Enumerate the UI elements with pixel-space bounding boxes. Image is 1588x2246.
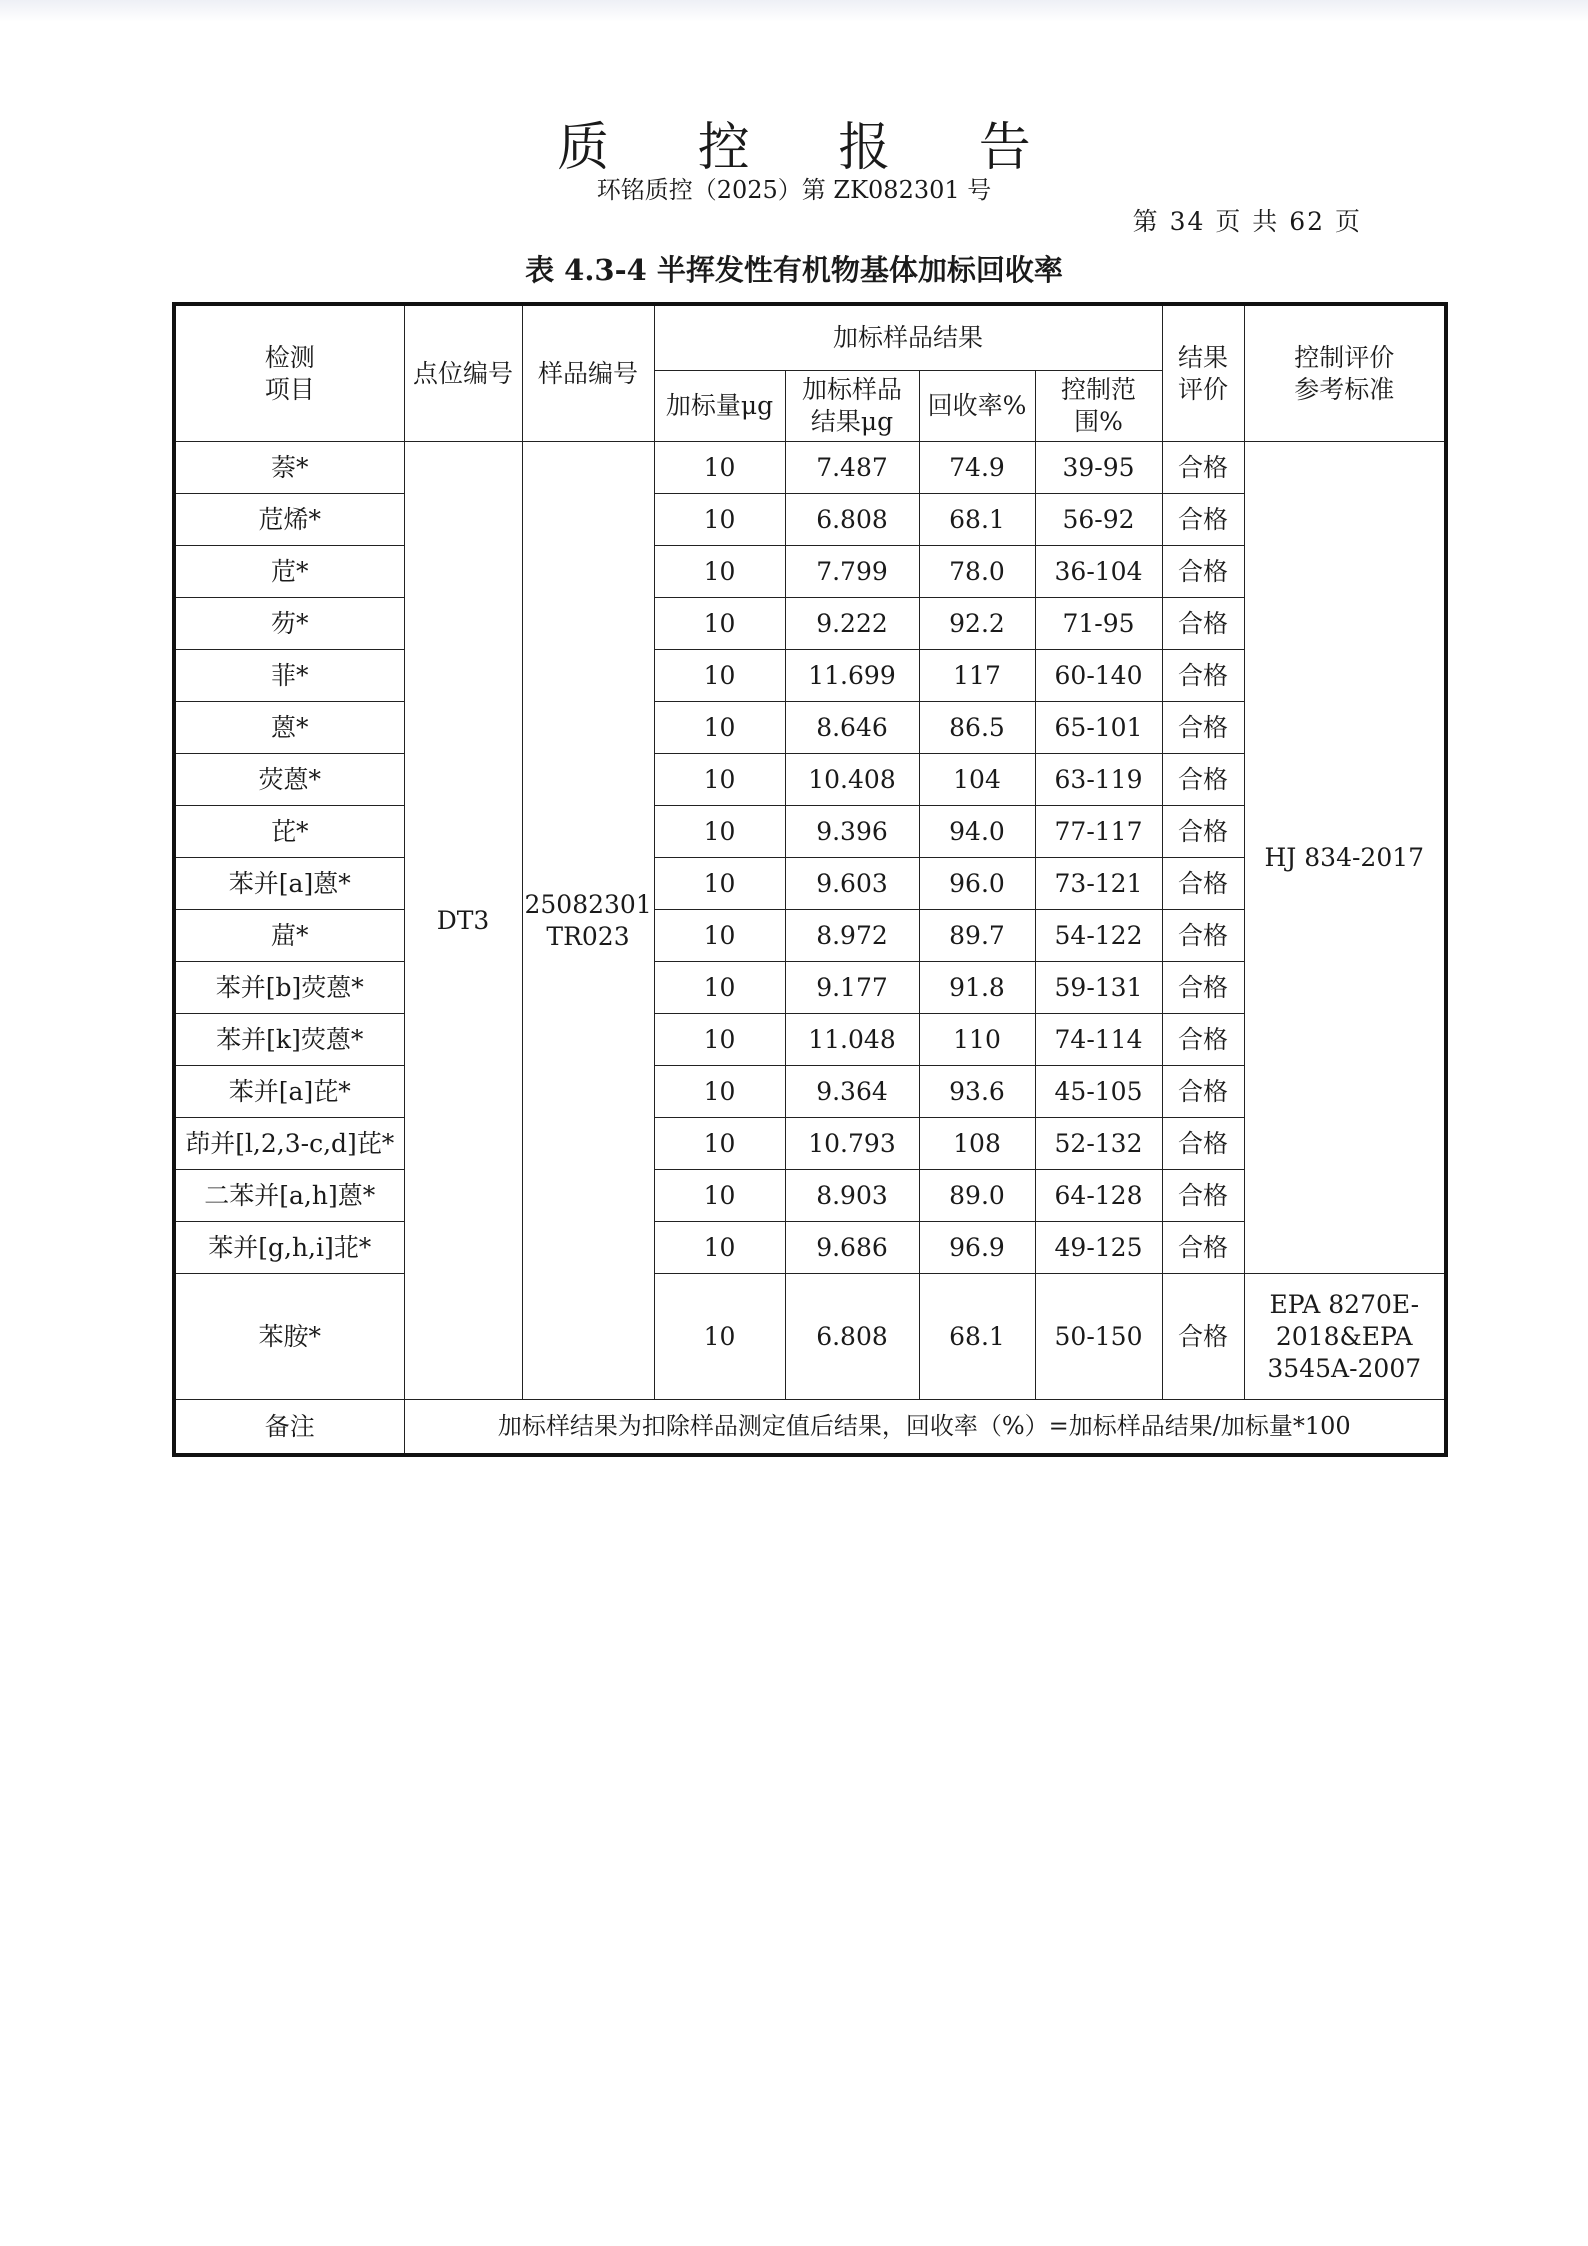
header-reference: 控制评价 参考标准 (1244, 304, 1446, 442)
cell-spike-result: 11.048 (785, 1014, 919, 1066)
cell-spike-result: 8.646 (785, 702, 919, 754)
cell-spike-amount: 10 (654, 1118, 785, 1170)
cell-evaluation: 合格 (1162, 806, 1244, 858)
cell-evaluation: 合格 (1162, 910, 1244, 962)
cell-item: 苊烯* (174, 494, 404, 546)
table-row (174, 1274, 1446, 1400)
cell-evaluation: 合格 (1162, 598, 1244, 650)
cell-spike-result: 8.903 (785, 1170, 919, 1222)
cell-evaluation: 合格 (1162, 1118, 1244, 1170)
doc-number: 环铭质控（2025）第 ZK082301 号 (596, 176, 992, 204)
cell-item: 萘* (174, 442, 404, 494)
cell-spike-amount: 10 (654, 1170, 785, 1222)
cell-evaluation: 合格 (1162, 1170, 1244, 1222)
cell-recovery: 108 (919, 1118, 1035, 1170)
cell-spike-amount: 10 (654, 1014, 785, 1066)
cell-recovery: 78.0 (919, 546, 1035, 598)
cell-recovery: 93.6 (919, 1066, 1035, 1118)
cell-recovery: 117 (919, 650, 1035, 702)
cell-sample-id: 25082301 TR023 (522, 442, 654, 1400)
cell-spike-result: 7.487 (785, 442, 919, 494)
cell-reference-standard-epa: EPA 8270E- 2018&EPA 3545A-2007 (1244, 1274, 1446, 1400)
cell-evaluation: 合格 (1162, 1066, 1244, 1118)
table-body (174, 442, 1446, 1456)
cell-spike-amount: 10 (654, 754, 785, 806)
cell-spike-amount: 10 (654, 442, 785, 494)
cell-recovery: 96.9 (919, 1222, 1035, 1274)
cell-control-range: 50-150 (1035, 1274, 1162, 1400)
cell-recovery: 89.0 (919, 1170, 1035, 1222)
cell-spike-amount: 10 (654, 546, 785, 598)
header-item: 检测 项目 (174, 304, 404, 442)
cell-evaluation: 合格 (1162, 754, 1244, 806)
cell-evaluation: 合格 (1162, 494, 1244, 546)
cell-evaluation: 合格 (1162, 546, 1244, 598)
cell-control-range: 60-140 (1035, 650, 1162, 702)
cell-spike-result: 9.603 (785, 858, 919, 910)
header-spike-result: 加标样品 结果μg (785, 371, 919, 442)
cell-item: 苯并[a]芘* (174, 1066, 404, 1118)
cell-control-range: 36-104 (1035, 546, 1162, 598)
cell-recovery: 86.5 (919, 702, 1035, 754)
cell-recovery: 89.7 (919, 910, 1035, 962)
cell-item: 䓛* (174, 910, 404, 962)
cell-control-range: 65-101 (1035, 702, 1162, 754)
cell-control-range: 64-128 (1035, 1170, 1162, 1222)
cell-control-range: 77-117 (1035, 806, 1162, 858)
cell-spike-result: 8.972 (785, 910, 919, 962)
table-caption: 表 4.3-4 半挥发性有机物基体加标回收率 (525, 253, 1063, 287)
cell-spike-amount: 10 (654, 1274, 785, 1400)
cell-spike-amount: 10 (654, 1222, 785, 1274)
cell-recovery: 91.8 (919, 962, 1035, 1014)
cell-item: 苯胺* (174, 1274, 404, 1400)
page-info: 第 34 页 共 62 页 (1132, 207, 1362, 236)
table-row (174, 442, 1446, 494)
header-spike-group: 加标样品结果 (654, 304, 1162, 371)
cell-spike-result: 9.177 (785, 962, 919, 1014)
cell-control-range: 63-119 (1035, 754, 1162, 806)
cell-recovery: 68.1 (919, 1274, 1035, 1400)
cell-recovery: 74.9 (919, 442, 1035, 494)
cell-spike-result: 9.364 (785, 1066, 919, 1118)
cell-spike-amount: 10 (654, 702, 785, 754)
cell-evaluation: 合格 (1162, 650, 1244, 702)
cell-spike-result: 6.808 (785, 1274, 919, 1400)
cell-item: 菲* (174, 650, 404, 702)
cell-item: 芴* (174, 598, 404, 650)
cell-evaluation: 合格 (1162, 1014, 1244, 1066)
note-text: 加标样结果为扣除样品测定值后结果，回收率（%）=加标样品结果/加标量*100 (404, 1400, 1446, 1456)
cell-evaluation: 合格 (1162, 702, 1244, 754)
cell-recovery: 110 (919, 1014, 1035, 1066)
cell-spike-amount: 10 (654, 858, 785, 910)
cell-control-range: 49-125 (1035, 1222, 1162, 1274)
cell-evaluation: 合格 (1162, 962, 1244, 1014)
cell-recovery: 68.1 (919, 494, 1035, 546)
cell-control-range: 39-95 (1035, 442, 1162, 494)
cell-spike-result: 6.808 (785, 494, 919, 546)
recovery-table (172, 302, 1448, 1457)
cell-evaluation: 合格 (1162, 858, 1244, 910)
cell-control-range: 59-131 (1035, 962, 1162, 1014)
cell-spike-amount: 10 (654, 598, 785, 650)
note-label: 备注 (174, 1400, 404, 1456)
cell-item: 二苯并[a,h]蒽* (174, 1170, 404, 1222)
cell-spike-result: 10.793 (785, 1118, 919, 1170)
cell-item: 苊* (174, 546, 404, 598)
cell-item: 茚并[l,2,3-c,d]芘* (174, 1118, 404, 1170)
cell-item: 苯并[g,h,i]苝* (174, 1222, 404, 1274)
cell-recovery: 94.0 (919, 806, 1035, 858)
cell-item: 荧蒽* (174, 754, 404, 806)
cell-recovery: 104 (919, 754, 1035, 806)
cell-control-range: 54-122 (1035, 910, 1162, 962)
cell-item: 苯并[a]蒽* (174, 858, 404, 910)
header-sample-id: 样品编号 (522, 304, 654, 442)
cell-spike-amount: 10 (654, 1066, 785, 1118)
cell-spike-amount: 10 (654, 806, 785, 858)
cell-evaluation: 合格 (1162, 1222, 1244, 1274)
cell-item: 芘* (174, 806, 404, 858)
cell-spike-amount: 10 (654, 494, 785, 546)
cell-evaluation: 合格 (1162, 442, 1244, 494)
cell-item: 苯并[k]荧蒽* (174, 1014, 404, 1066)
cell-recovery: 96.0 (919, 858, 1035, 910)
cell-point-id: DT3 (404, 442, 522, 1400)
cell-spike-result: 9.222 (785, 598, 919, 650)
cell-spike-result: 9.686 (785, 1222, 919, 1274)
cell-item: 蒽* (174, 702, 404, 754)
scan-edge (0, 0, 1588, 22)
cell-control-range: 56-92 (1035, 494, 1162, 546)
cell-evaluation: 合格 (1162, 1274, 1244, 1400)
header-control-range: 控制范 围% (1035, 371, 1162, 442)
cell-control-range: 52-132 (1035, 1118, 1162, 1170)
cell-control-range: 74-114 (1035, 1014, 1162, 1066)
cell-spike-amount: 10 (654, 962, 785, 1014)
cell-control-range: 45-105 (1035, 1066, 1162, 1118)
cell-spike-result: 10.408 (785, 754, 919, 806)
cell-spike-result: 7.799 (785, 546, 919, 598)
cell-control-range: 71-95 (1035, 598, 1162, 650)
header-spike-amount: 加标量μg (654, 371, 785, 442)
header-recovery: 回收率% (919, 371, 1035, 442)
cell-spike-amount: 10 (654, 910, 785, 962)
cell-item: 苯并[b]荧蒽* (174, 962, 404, 1014)
cell-recovery: 92.2 (919, 598, 1035, 650)
cell-spike-result: 9.396 (785, 806, 919, 858)
header-evaluation: 结果 评价 (1162, 304, 1244, 442)
cell-reference-standard: HJ 834-2017 (1244, 442, 1446, 1274)
cell-spike-result: 11.699 (785, 650, 919, 702)
header-point-id: 点位编号 (404, 304, 522, 442)
cell-spike-amount: 10 (654, 650, 785, 702)
note-row (174, 1400, 1446, 1456)
cell-control-range: 73-121 (1035, 858, 1162, 910)
report-title: 质 控 报 告 (557, 118, 1067, 178)
